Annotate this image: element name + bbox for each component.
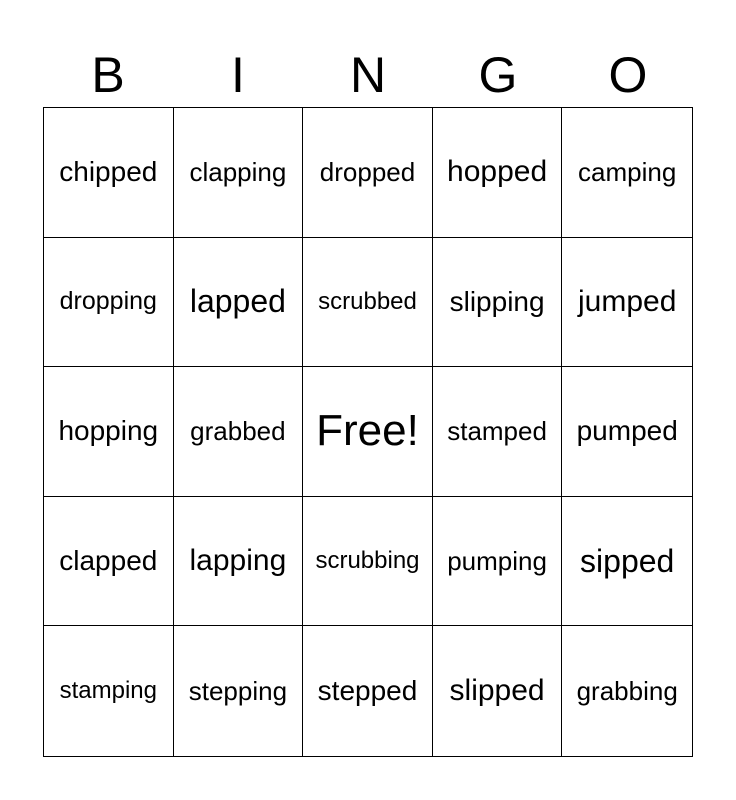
- bingo-cell: scrubbed: [303, 238, 433, 368]
- header-letter-b: B: [91, 47, 125, 103]
- bingo-cell: grabbing: [576, 675, 678, 706]
- bingo-cell: clapping: [174, 108, 304, 238]
- bingo-cell: jumped: [562, 238, 692, 368]
- bingo-cell: chipped: [44, 108, 174, 238]
- bingo-card-grid: [43, 107, 693, 757]
- bingo-cell: stepping: [174, 626, 304, 756]
- bingo-cell: stamping: [44, 626, 174, 756]
- bingo-cell: dropped: [303, 108, 433, 238]
- bingo-cell: sipped: [562, 497, 692, 627]
- bingo-cell: lapping: [174, 497, 304, 627]
- bingo-cell: pumping: [433, 497, 563, 627]
- bingo-cell: hopped: [433, 108, 563, 238]
- bingo-cell: stepped: [303, 626, 433, 756]
- bingo-cell: clapped: [44, 497, 174, 627]
- bingo-cell: pumped: [562, 367, 692, 497]
- bingo-header: [43, 44, 693, 106]
- header-letter-n: N: [349, 47, 387, 103]
- bingo-cell: grabbed: [174, 367, 304, 497]
- bingo-cell: hopping: [44, 367, 174, 497]
- bingo-cell: slipping: [433, 238, 563, 368]
- header-letter-o: O: [608, 47, 648, 103]
- bingo-cell: dropping: [44, 238, 174, 368]
- bingo-cell: camping: [562, 108, 692, 238]
- bingo-cell: lapped: [174, 238, 304, 368]
- free-space-cell: Free!: [303, 367, 433, 497]
- header-letter-i: I: [231, 47, 245, 103]
- header-letter-g: G: [478, 47, 518, 103]
- bingo-cell: slipped: [433, 626, 563, 756]
- bingo-cell: scrubbing: [303, 497, 433, 627]
- bingo-cell: stamped: [433, 367, 563, 497]
